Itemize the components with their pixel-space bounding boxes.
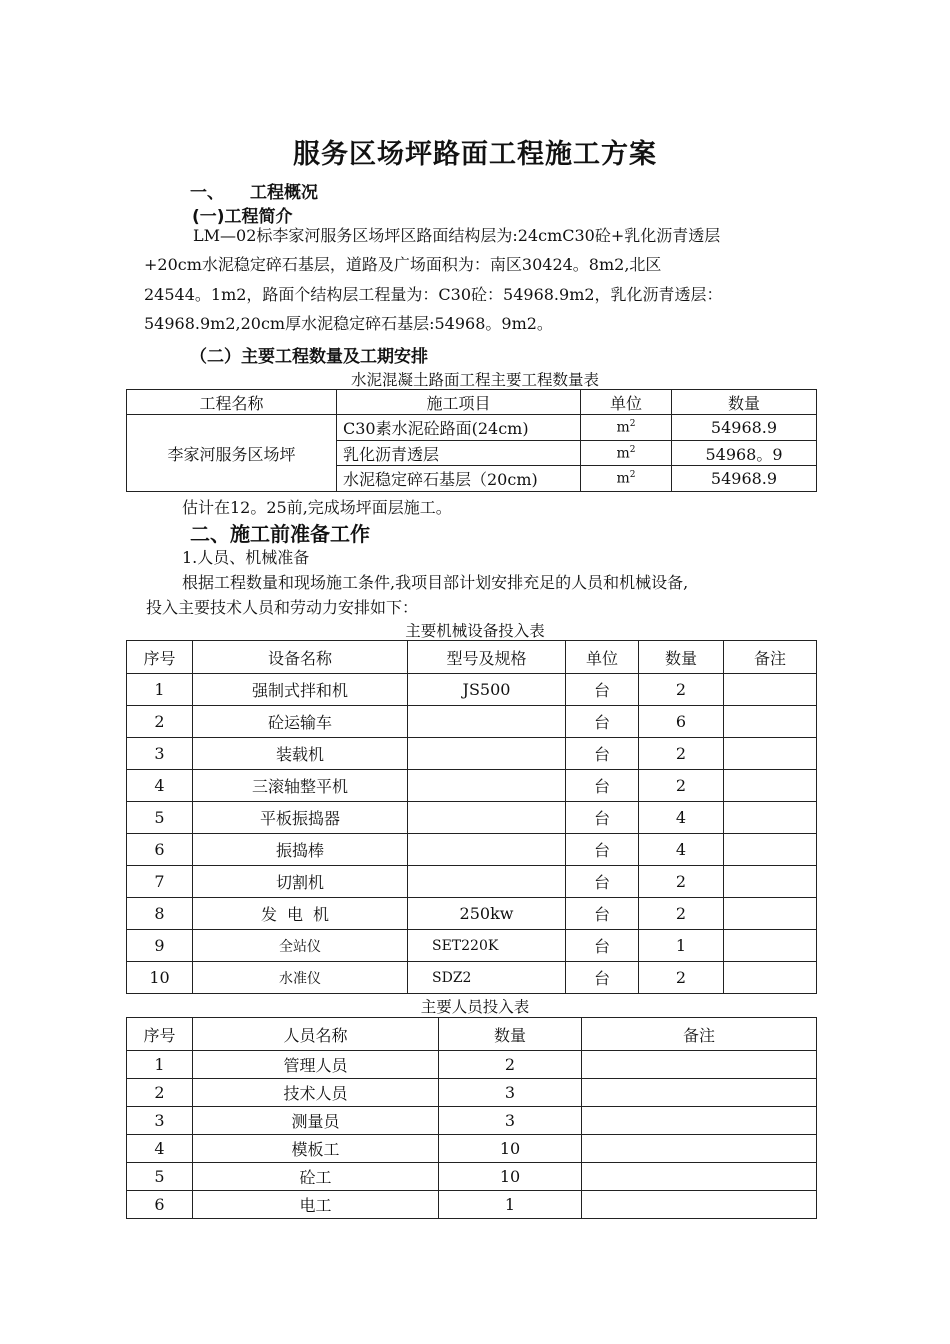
staff-table-caption: 主要人员投入表 [420,998,530,1016]
staff-role-cell: 技术人员 [193,1079,439,1107]
staff-role-cell: 砼工 [193,1163,439,1191]
qty-cell: 10 [439,1135,582,1163]
table-row [127,415,817,441]
table-row [127,866,817,898]
header-cell: 备注 [582,1018,817,1051]
row-number-cell: 10 [127,962,193,994]
table-row [127,1191,817,1219]
model-cell: 250kw [408,898,566,930]
unit-cell: $m^2$ [581,466,672,492]
unit-cell: 台 [566,962,639,994]
row-number-cell: 8 [127,898,193,930]
model-cell [408,834,566,866]
qty-cell: 3 [439,1079,582,1107]
intro-line-2: +20cm水泥稳定碎石基层，道路及广场面积为：南区30424。8m2,北区 [144,255,662,274]
note-cell [724,930,817,962]
unit-cell: $m^2$ [581,441,672,466]
quantity-table-caption: 水泥混凝土路面工程主要工程数量表 [350,371,599,389]
header-cell: 数量 [439,1018,582,1051]
table-header-row [127,641,817,674]
header-cell: 序号 [127,1018,193,1051]
row-number-cell: 2 [127,706,193,738]
qty-cell: 1 [639,930,724,962]
staff-role-cell: 管理人员 [193,1051,439,1079]
qty-cell: 4 [639,834,724,866]
row-number-cell: 5 [127,802,193,834]
table-row [127,802,817,834]
schedule-note: 估计在12。25前,完成场坪面层施工。 [182,498,452,517]
header-cell: 数量 [672,390,817,415]
header-cell: 单位 [566,641,639,674]
row-number-cell: 7 [127,866,193,898]
note-cell [582,1051,817,1079]
table-header-row [127,390,817,415]
intro-line-3: 24544。1m2，路面个结构层工程量为：C30砼：54968.9m2，乳化沥青透层： [144,285,723,304]
qty-cell: 54968。9 [672,441,817,466]
unit-cell: 台 [566,738,639,770]
qty-cell: 6 [639,706,724,738]
item-cell: 水泥稳定碎石基层（20cm) [337,466,581,492]
header-cell: 序号 [127,641,193,674]
table-row [127,1163,817,1191]
section-title: 工程概况 [250,183,318,203]
note-cell [724,866,817,898]
unit-cell: 台 [566,898,639,930]
model-cell [408,706,566,738]
intro-line-4: 54968.9m2,20cm厚水泥稳定碎石基层:54968。9m2。 [144,314,553,333]
unit-cell: 台 [566,866,639,898]
table-row [127,834,817,866]
model-cell [408,866,566,898]
qty-cell: 1 [439,1191,582,1219]
staff-role-cell: 模板工 [193,1135,439,1163]
equipment-name-cell: 砼运输车 [193,706,408,738]
row-number-cell: 1 [127,674,193,706]
qty-cell: 2 [639,738,724,770]
unit-cell: 台 [566,802,639,834]
equipment-name-cell: 水准仪 [193,962,408,994]
row-number-cell: 4 [127,770,193,802]
qty-cell: 2 [639,866,724,898]
note-cell [724,834,817,866]
model-cell: SDZ2 [408,962,566,994]
header-cell: 备注 [724,641,817,674]
equipment-table-caption: 主要机械设备投入表 [405,622,545,640]
qty-cell: 2 [639,770,724,802]
table-row [127,1079,817,1107]
equipment-table [126,640,817,994]
table-row [127,962,817,994]
table-row [127,770,817,802]
row-number-cell: 9 [127,930,193,962]
staff-role-cell: 测量员 [193,1107,439,1135]
staff-table [126,1017,817,1219]
page-title: 服务区场坪路面工程施工方案 [293,139,657,170]
qty-cell: 54968.9 [672,415,817,441]
item-cell: C30素水泥砼路面(24cm) [337,415,581,441]
row-number-cell: 5 [127,1163,193,1191]
unit-cell: 台 [566,706,639,738]
equipment-name-cell: 振捣棒 [193,834,408,866]
row-number-cell: 4 [127,1135,193,1163]
qty-cell: 10 [439,1163,582,1191]
note-cell [582,1191,817,1219]
table-row [127,674,817,706]
quantity-table [126,389,817,492]
note-cell [724,962,817,994]
model-cell [408,770,566,802]
model-cell [408,738,566,770]
header-cell: 施工项目 [337,390,581,415]
table-row [127,1051,817,1079]
row-number-cell: 3 [127,738,193,770]
subheading-intro: (一)工程简介 [192,207,293,227]
equipment-name-cell: 装载机 [193,738,408,770]
prep-line-2: 投入主要技术人员和劳动力安排如下： [146,598,419,617]
header-cell: 工程名称 [127,390,337,415]
equipment-name-cell: 平板振捣器 [193,802,408,834]
header-cell: 单位 [581,390,672,415]
equipment-name-cell: 强制式拌和机 [193,674,408,706]
qty-cell: 3 [439,1107,582,1135]
table-row [127,1107,817,1135]
qty-cell: 2 [639,962,724,994]
section-heading-overview [190,178,318,203]
note-cell [724,674,817,706]
row-number-cell: 3 [127,1107,193,1135]
header-cell: 设备名称 [193,641,408,674]
qty-cell: 2 [439,1051,582,1079]
unit-cell: 台 [566,930,639,962]
unit-cell: $m^2$ [581,415,672,441]
project-name-cell: 李家河服务区场坪 [127,415,337,492]
section-heading-preparation: 二、施工前准备工作 [190,522,370,546]
qty-cell: 2 [639,898,724,930]
equipment-name-cell: 三滚轴整平机 [193,770,408,802]
note-cell [724,770,817,802]
note-cell [724,738,817,770]
prep-line-1: 根据工程数量和现场施工条件,我项目部计划安排充足的人员和机械设备, [182,573,689,592]
table-row [127,738,817,770]
header-cell: 人员名称 [193,1018,439,1051]
unit-cell: 台 [566,770,639,802]
qty-cell: 54968.9 [672,466,817,492]
qty-cell: 4 [639,802,724,834]
table-row [127,1135,817,1163]
row-number-cell: 2 [127,1079,193,1107]
row-number-cell: 1 [127,1051,193,1079]
staff-role-cell: 电工 [193,1191,439,1219]
unit-cell: 台 [566,674,639,706]
header-cell: 数量 [639,641,724,674]
item-cell: 乳化沥青透层 [337,441,581,466]
table-row [127,898,817,930]
qty-cell: 2 [639,674,724,706]
header-cell: 型号及规格 [408,641,566,674]
note-cell [724,706,817,738]
subheading-staff-equipment: 1.人员、机械准备 [182,548,310,567]
intro-line-1: LM—02标李家河服务区场坪区路面结构层为:24cmC30砼+乳化沥青透层 [193,226,721,245]
note-cell [582,1135,817,1163]
equipment-name-cell: 发电机 [193,898,408,930]
row-number-cell: 6 [127,1191,193,1219]
equipment-name-cell: 全站仪 [193,930,408,962]
note-cell [582,1079,817,1107]
model-cell: JS500 [408,674,566,706]
equipment-name-cell: 切割机 [193,866,408,898]
model-cell: SET220K [408,930,566,962]
note-cell [582,1163,817,1191]
note-cell [724,802,817,834]
table-header-row [127,1018,817,1051]
table-row [127,706,817,738]
note-cell [724,898,817,930]
note-cell [582,1107,817,1135]
subheading-quantities: （二）主要工程数量及工期安排 [190,347,428,367]
section-number: 一、 [190,183,224,203]
table-row [127,930,817,962]
row-number-cell: 6 [127,834,193,866]
unit-cell: 台 [566,834,639,866]
model-cell [408,802,566,834]
